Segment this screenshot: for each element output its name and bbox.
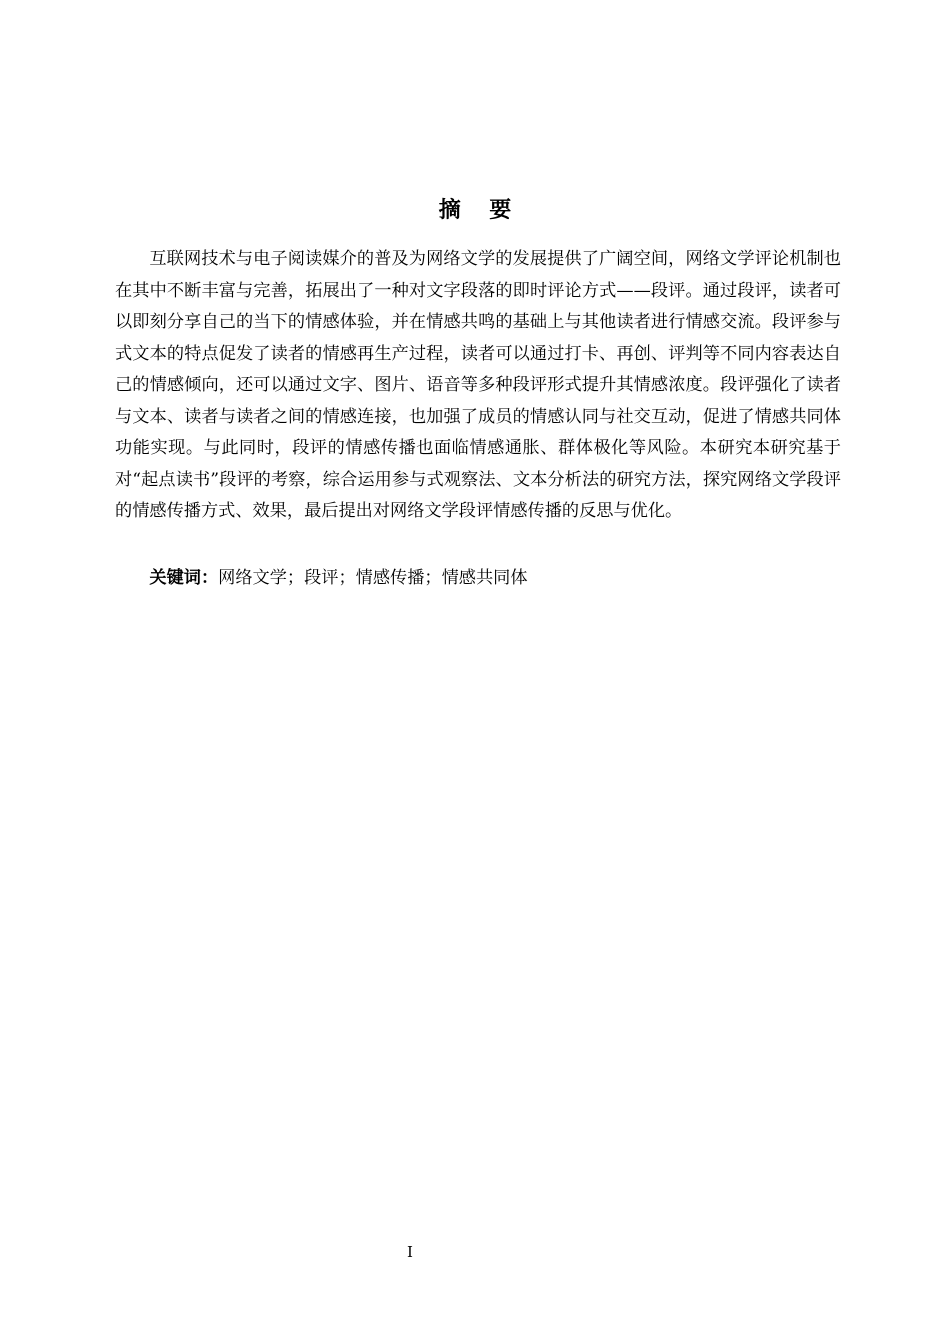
keywords-line [115,563,841,595]
keywords-value: 网络文学；段评；情感传播；情感共同体 [218,568,528,588]
page-title: 摘要 [438,197,540,223]
abstract-body: 互联网技术与电子阅读媒介的普及为网络文学的发展提供了广阔空间，网络文学评论机制也在其中不断丰富与完善，拓展出了一种对文字段落的即时评论方式——段评。通过段评，读者可以即刻分享自己的当下的情感体验，并在情感共鸣的基础上与其他读者进行情感交流。段评参与式文本的特点促发了读者的情感再生产过程，读者可以通过打卡、再创、评判等不同内容表达自己的情感倾向，还可以通过文字、图片、语音等多种段评形式提升其情感浓度。段评强化了读者与文本、读者与读者之间的情感连接，也加强了成员的情感认同与社交互动，促进了情感共同体功能实现。与此同时，段评的情感传播也面临情感通胀、群体极化等风险。本研究本研究基于对“起点读书”段评的考察，综合运用参与式观察法、文本分析法的研究方法，探究网络文学段评的情感传播方式、效果，最后提出对网络文学段评情感传播的反思与优化。 [115,249,841,521]
keywords-label: 关键词： [149,568,219,588]
page-number: I [407,1243,413,1261]
